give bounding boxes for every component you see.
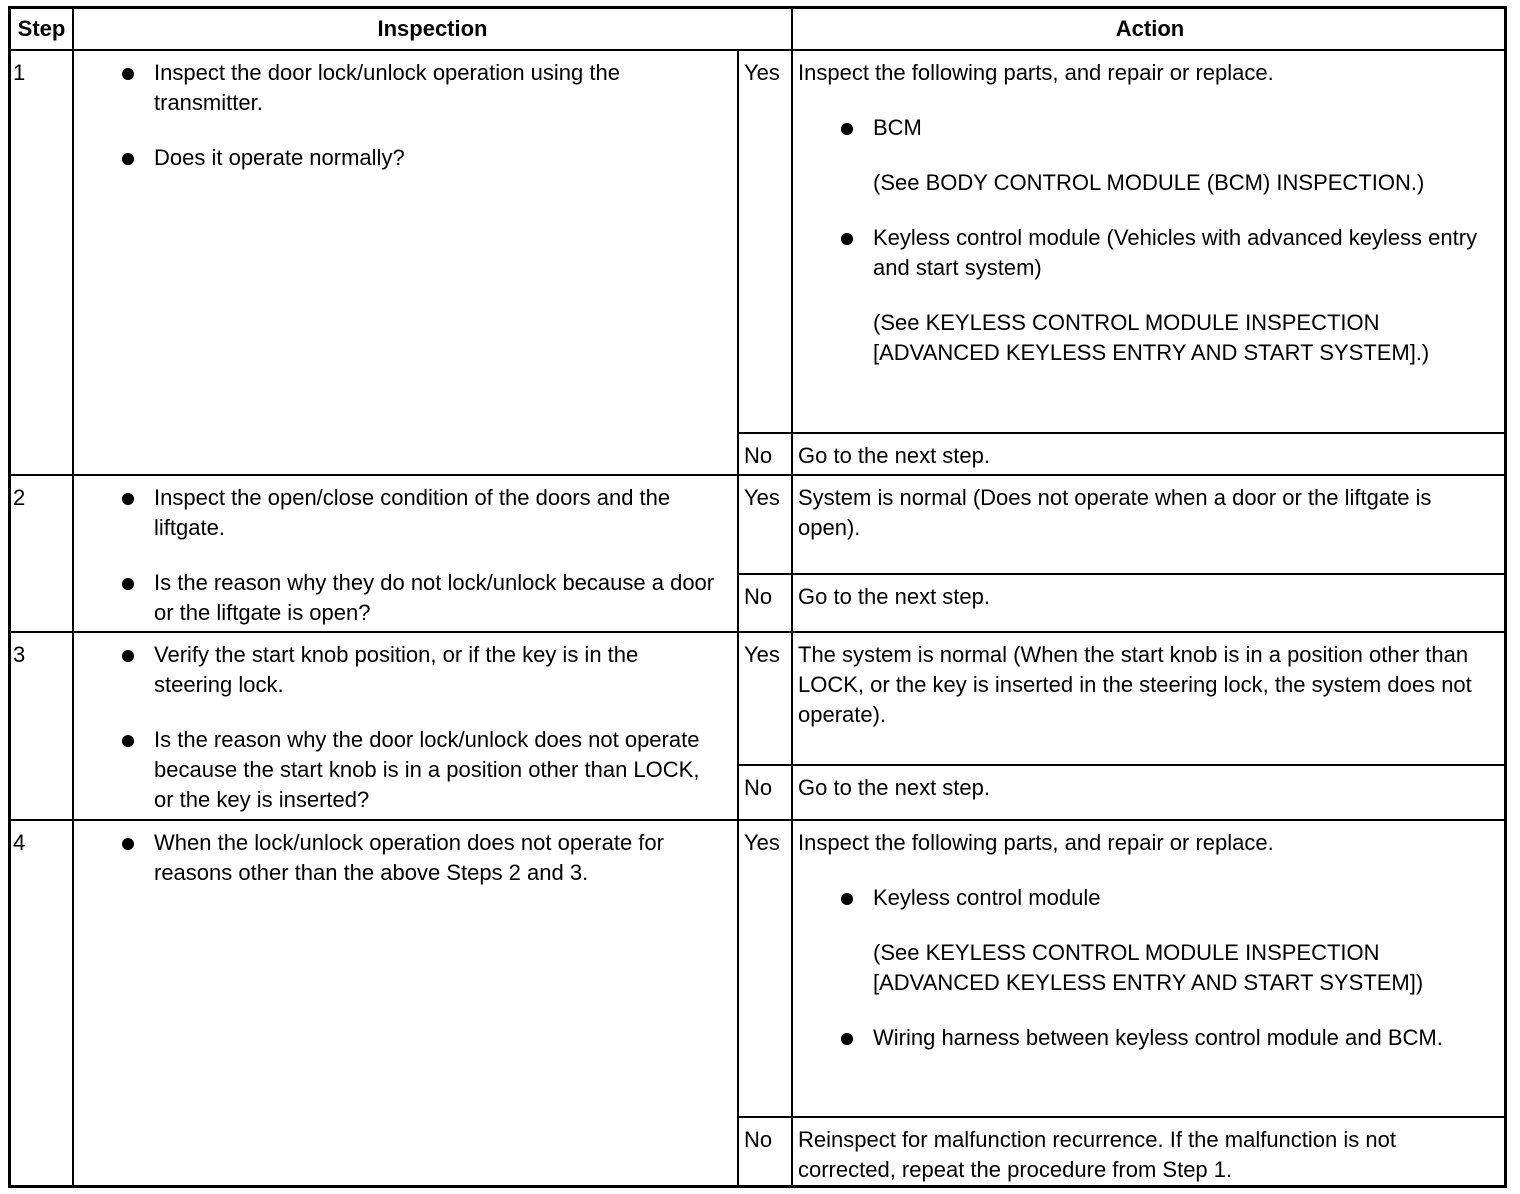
inspection-item <box>154 640 717 700</box>
action-item-label: Wiring harness between keyless control module and BCM. <box>873 1025 1443 1050</box>
bullet-icon <box>122 578 134 590</box>
yes-label: Yes <box>739 476 793 575</box>
inspection-text: Inspect the door lock/unlock operation using the transmitter. <box>154 60 620 115</box>
inspection-text: When the lock/unlock operation does not operate for reasons other than the above Steps 2 and 3. <box>154 830 664 885</box>
no-label: No <box>739 434 793 476</box>
yes-label: Yes <box>739 51 793 434</box>
step-number: 4 <box>11 821 74 1188</box>
step-number: 3 <box>11 633 74 821</box>
no-action: Go to the next step. <box>793 575 1507 633</box>
bullet-icon <box>122 838 134 850</box>
inspection-item <box>154 568 717 628</box>
step-number: 1 <box>11 51 74 476</box>
no-label: No <box>739 575 793 633</box>
action-item <box>873 113 1499 143</box>
inspection-cell <box>74 476 739 633</box>
bullet-icon <box>841 893 853 905</box>
inspection-text: Is the reason why the door lock/unlock does not operate because the start knob is in a position other than LOCK, or the key is inserted? <box>154 727 700 812</box>
yes-action <box>793 821 1507 1118</box>
yes-action-text: Inspect the following parts, and repair or replace. <box>798 60 1274 85</box>
action-item-reference: (See KEYLESS CONTROL MODULE INSPECTION [ADVANCED KEYLESS ENTRY AND START SYSTEM].) <box>873 310 1430 365</box>
inspection-item <box>154 828 717 888</box>
inspection-cell <box>74 51 739 476</box>
bullet-icon <box>122 493 134 505</box>
bullet-icon <box>841 123 853 135</box>
yes-label: Yes <box>739 633 793 766</box>
action-item-label: Keyless control module (Vehicles with advanced keyless entry and start system) <box>873 225 1478 280</box>
action-item <box>873 223 1499 283</box>
yes-action-text: Inspect the following parts, and repair or replace. <box>798 830 1274 855</box>
action-item-reference: (See BODY CONTROL MODULE (BCM) INSPECTION.) <box>873 170 1425 195</box>
header-action: Action <box>793 9 1507 51</box>
no-label: No <box>739 1118 793 1188</box>
inspection-text: Inspect the open/close condition of the doors and the liftgate. <box>154 485 671 540</box>
yes-action <box>793 633 1507 766</box>
action-item <box>873 1023 1499 1053</box>
yes-label: Yes <box>739 821 793 1118</box>
action-item-reference: (See KEYLESS CONTROL MODULE INSPECTION [ADVANCED KEYLESS ENTRY AND START SYSTEM]) <box>873 940 1424 995</box>
inspection-cell <box>74 821 739 1188</box>
yes-action-text: System is normal (Does not operate when a door or the liftgate is open). <box>798 485 1432 540</box>
action-item <box>873 883 1499 913</box>
inspection-item <box>154 725 717 815</box>
inspection-cell <box>74 633 739 821</box>
bullet-icon <box>122 153 134 165</box>
yes-action-text: The system is normal (When the start knob is in a position other than LOCK, or the key is inserted in the steering lock, the system does not operate). <box>798 642 1472 727</box>
no-action: Go to the next step. <box>793 766 1507 821</box>
action-item-label: Keyless control module <box>873 885 1101 910</box>
inspection-text: Verify the start knob position, or if the key is in the steering lock. <box>154 642 639 697</box>
inspection-item <box>154 483 717 543</box>
no-label: No <box>739 766 793 821</box>
bullet-icon <box>841 1033 853 1045</box>
header-inspection: Inspection <box>74 9 793 51</box>
header-step: Step <box>11 9 74 51</box>
action-item-label: BCM <box>873 115 922 140</box>
step-number: 2 <box>11 476 74 633</box>
inspection-item <box>154 58 717 118</box>
yes-action <box>793 51 1507 434</box>
troubleshooting-table <box>8 6 1507 1188</box>
no-action: Reinspect for malfunction recurrence. If the malfunction is not corrected, repeat the procedure from Step 1. <box>798 1127 1396 1182</box>
bullet-icon <box>122 735 134 747</box>
inspection-text: Is the reason why they do not lock/unlock because a door or the liftgate is open? <box>154 570 715 625</box>
bullet-icon <box>122 68 134 80</box>
yes-action <box>793 476 1507 575</box>
bullet-icon <box>122 650 134 662</box>
inspection-item <box>154 143 717 173</box>
no-action: Go to the next step. <box>793 434 1507 476</box>
bullet-icon <box>841 233 853 245</box>
inspection-text: Does it operate normally? <box>154 145 405 170</box>
